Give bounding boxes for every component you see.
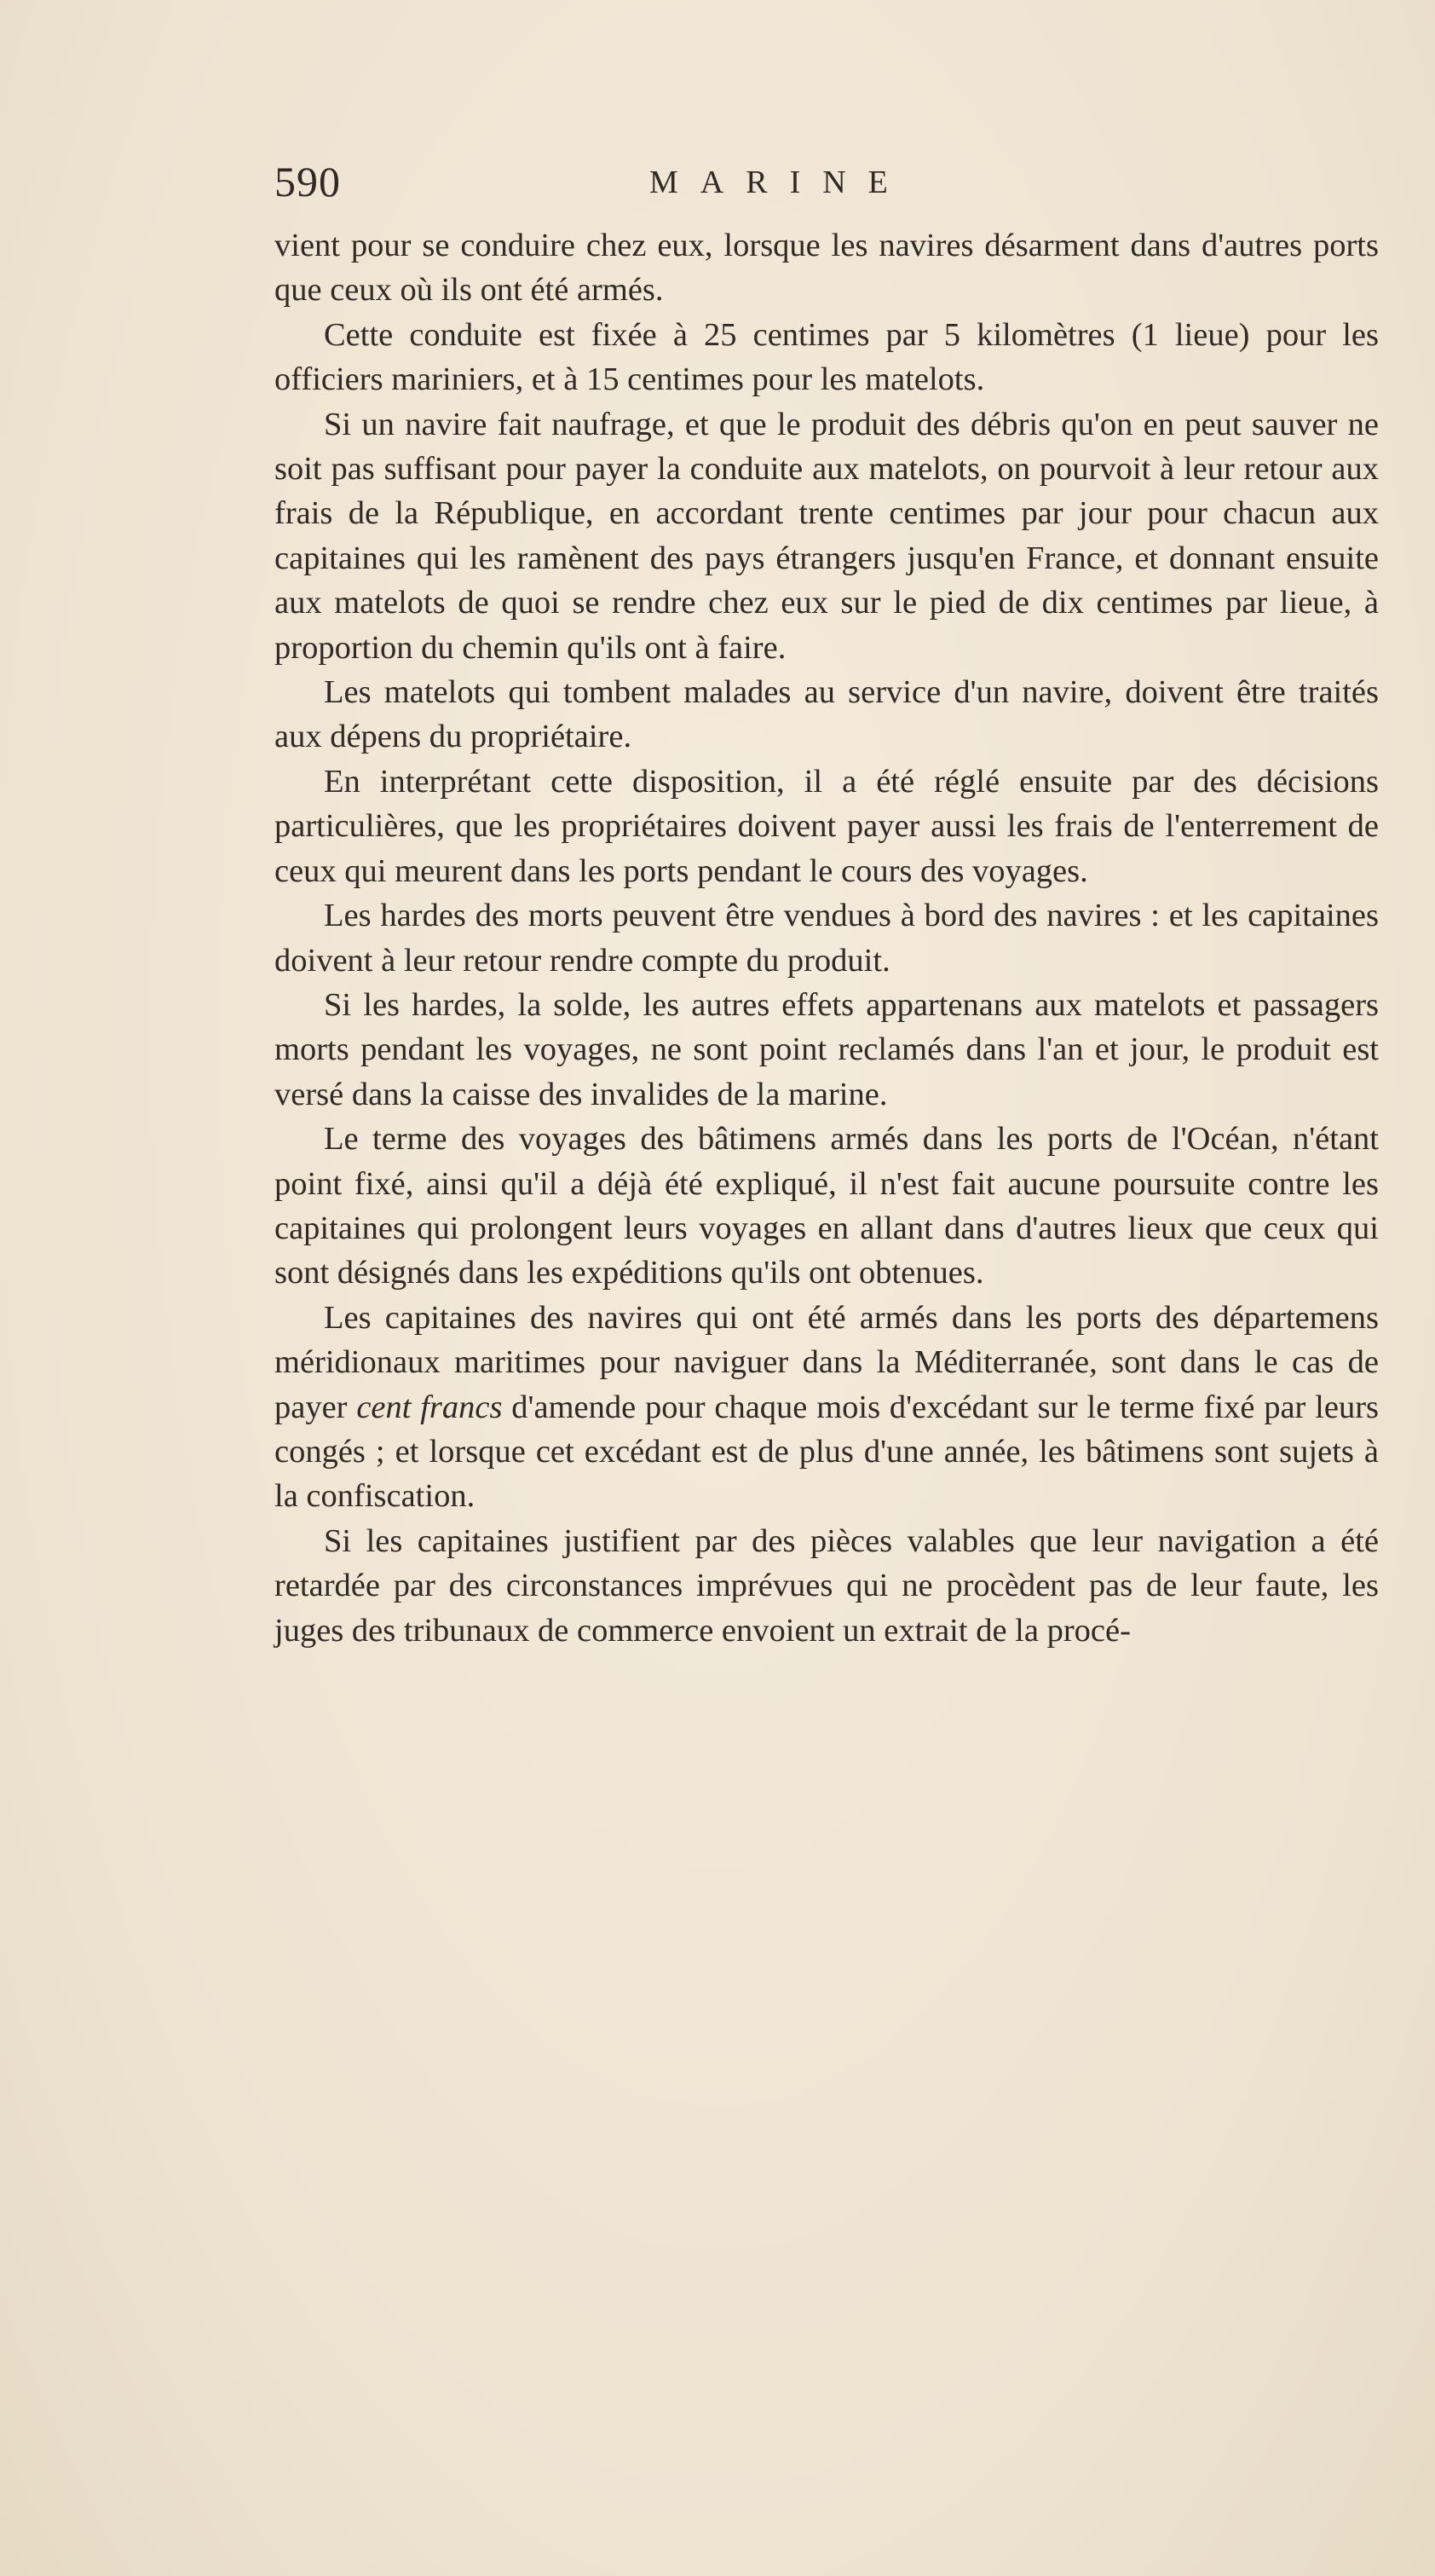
- paragraph-terme-voyages: Le terme des voyages des bâtimens armés dans les ports de l'Océan, n'étant point fixé, ainsi qu'il a déjà été expliqué, il n'est fait aucune poursuite contre les capitaines qui prolongent leurs voyages en allant dans d'autres lieux que ceux qui sont désignés dans les expéditions qu'ils ont obtenues.: [274, 1121, 1379, 1291]
- paragraph-conduite: Cette conduite est fixée à 25 centimes par 5 kilomètres (1 lieue) pour les officiers mariniers, et à 15 centimes pour les matelots.: [274, 316, 1379, 398]
- paragraph-hardes: Les hardes des morts peuvent être vendues à bord des navires : et les capitaines doivent à leur retour rendre compte du produit.: [274, 898, 1379, 979]
- page-number: 590: [274, 158, 341, 205]
- paragraph-mediterranee: [274, 1296, 1379, 1519]
- paragraph-continuation: vient pour se conduire chez eux, lorsque les navires désarment dans d'autres ports que ceux où ils ont été armés.: [274, 228, 1379, 309]
- paragraph-enterrement: En interprétant cette disposition, il a été réglé ensuite par des décisions particulières, que les propriétaires doivent payer aussi les frais de l'enterrement de ceux qui meurent dans les ports pendant le cours des voyages.: [274, 763, 1379, 889]
- text-segment: d'amende pour chaque mois d'excédant sur le terme fixé par leurs congés ; et lorsque cet excédant est de plus d'une année, les bâtimens sont sujets à la confiscation.: [274, 1389, 1380, 1515]
- body-text: [274, 223, 1379, 1653]
- paragraph-naufrage: Si un navire fait naufrage, et que le produit des débris qu'on en peut sauver ne soit pas suffisant pour payer la conduite aux matelots, on pourvoit à leur retour aux frais de la République, en accordant trente centimes par jour pour chacun aux capitaines qui les ramènent des pays étrangers jusqu'en France, et donnant ensuite aux matelots de quoi se rendre chez eux sur le pied de dix centimes par lieue, à proportion du chemin qu'ils ont à faire.: [274, 406, 1379, 666]
- italic-amount: cent francs: [356, 1389, 503, 1425]
- page-header: [274, 157, 1382, 217]
- paragraph-invalides: Si les hardes, la solde, les autres effets appartenans aux matelots et passagers morts pendant les voyages, ne sont point reclamés dans l'an et jour, le produit est versé dans la caisse des invalides de la marine.: [274, 986, 1379, 1112]
- text-segment: Les capitaines des navires qui ont été armés dans les ports des départemens méridionaux maritimes pour naviguer dans la Méditerranée, sont dans le cas de payer: [274, 1299, 1379, 1425]
- paragraph-retard: Si les capitaines justifient par des pièces valables que leur navigation a été retardée par des circonstances imprévues qui ne procèdent pas de leur faute, les juges des tribunaux de commerce envoient un extrait de la procé-: [274, 1522, 1379, 1649]
- running-title: MARINE: [649, 165, 910, 200]
- paragraph-malades: Les matelots qui tombent malades au service d'un navire, doivent être traités aux dépens du propriétaire.: [274, 674, 1379, 755]
